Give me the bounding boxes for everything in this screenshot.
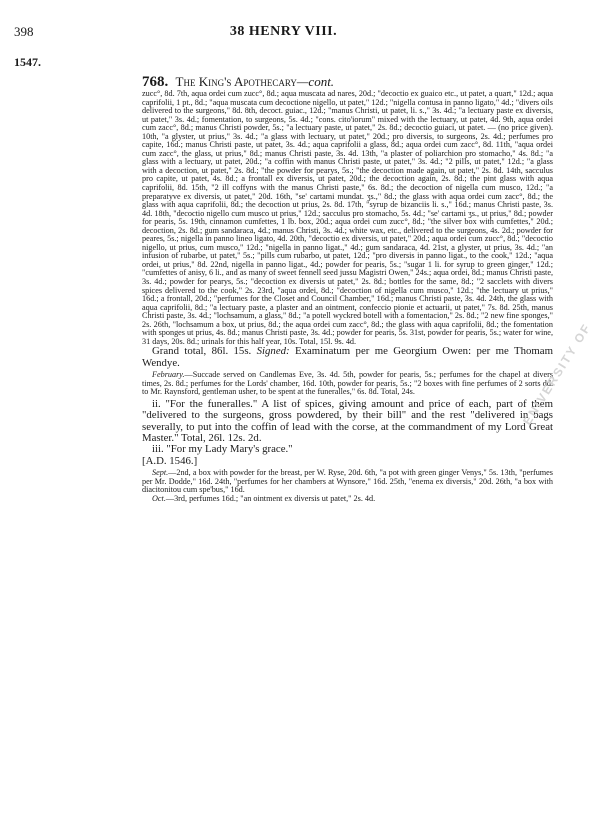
paragraph-october — [142, 495, 553, 504]
signed-label: Signed: — [256, 345, 290, 358]
february-label: February. — [152, 370, 185, 380]
february-text: —Succade served on Candlemas Eve, 3s. 4d. 5th, powder for pearis, 5s.; perfumes for the chapel at divers times, 2s. 8d.; perfumes for the Lords' chamber, 16d. 10th, powder for pearis, 5s.; "2 boxes with fine perfumes of 2 sorts dd. to Mr. Raynsford, gentleman usher, to be spent at the funeralles," 6s. 8d. Total, 24s. — [142, 370, 553, 397]
page-number: 398 — [14, 24, 34, 39]
paragraph-september — [142, 469, 553, 495]
paragraph-lady-mary: iii. "For my Lady Mary's grace." — [152, 443, 293, 456]
september-label: Sept. — [152, 468, 169, 478]
entry-continued: —cont. — [296, 74, 335, 89]
entry-number: 768. — [142, 74, 169, 90]
entry-body — [142, 90, 553, 503]
paragraph-funerals: ii. "For the funeralles." A list of spices, giving amount and price of each, part of them "delivered to the surgeons, gross powdered, by their bill" and the rest "delivered in bags severally, to put into the coffin of lead with the corse, at the commandment of my Lord Great Master." Total, 26l. 12s. 2d. — [142, 397, 553, 445]
paragraph-grand-total — [142, 346, 553, 369]
date-bracket: [A.D. 1546.] — [142, 454, 198, 467]
running-head: 38 HENRY VIII. — [229, 24, 338, 39]
signed-text: Examinatum per me Georgium Owen: per me Thomam Wendye. — [142, 345, 553, 369]
paragraph-accounts: zucc°, 8d. 7th, aqua ordei cum zucc°, 8d.; aqua muscata ad nares, 20d.; "decoctio ex guaico etc., ut patet, a quart," 12d.; aqua caprifolii, 1 pt., 8d.; "aqua muscata cum decoctione nigello, ut patet," 12d.; "nigella contusa in panno ligato," 4d.; "divers oils delivered to the surgeons," 8d. 8th, decoct. guiac., 12d.; "manus Christi, ut patet, li. s.," 3s. 4d.; "a lectuary paste ex diversis, ut patet," 3s. 4d.; fomentation, to surgeons, 5s. 4d.; "cons. cito'iorum" mixed with the lectuary, ut patet, 4d. 9th, aqua ordei cum zacc°, 8d.; manus Christi powder, 5s.; "a lectuary paste, ut patet," 2s. 8d.; decoctio guiaci, ut patet. — (no price given). 10th, "a glyster, ut prius," 3s. 4d.; "a glass with lectuary, ut patet," 20d.; pro diversis, to surgeons, 2s. 4d.; perfumes pro capite, 16d.; manus Christi paste, ut patet, 3s. 4d.; aqua caprifolii a glass, 8d.; aqua ordei cum zacc°, 8d. 11th, "aqua ordei cum zacc°, the glass, ut prius," 8d.; manus Christi paste, 3s. 4d. 13th, "a plaster of poliarchion pro stomacho," 4s. 8d.; "a glass with a lectuary, ut patet, 20d.; "a coffin with manus Christi paste, ut patet," 3s. 4d.; "2 pills, ut patet," 12d.; "a glass with a decoction, ut patet," 2s. 8d.; "the powder for pearys, 5s.; "the decoction made again, ut patet," 2s. 8d. 14th, sacculus pro capite, ut patet, 4s. 8d.; a frontall ex diversis, ut patet, 20d.; the decoction again, 2s. 8d.; the pint glass with aqua caprifolii, 8d. 15th, "2 ill coffyns with the manus Christi paste," 6s. 8d.; the decoction of nigella cum musco, 12d.; "a preparatyve ex diversis, ut patet," 20d. 16th, "se' cartami mundat. ʒs.," 8d.; the glass with aqua ordei cum zacc°, 8d.; the glass with aqua caprifolii, 8d.; the decoction ut prius, 2s. 8d. 17th, "syrup de bizanciis li. s.," 16d.; manus Christi paste, 3s. 4d. 18th, "decoctio nigello cum musco ut prius," 12d.; sacculus pro stomacho, 5s. 4d.; "se' cartami ʒs., ut prius," 8d.; powder for pearis, 5s. 19th, cinnamon cumfettes, 1 lb. box, 20d.; aqua ordei cum zucc°, 8d.; "the silver box with cumfettes," 20d.; decoction, 2s. 8d.; gum sandaraca, 4d.; manus Christi, 3s. 4d.; white wax, etc., delivered to the surgeons, 4s. 2d.; powder for peares, 5s.; nigella in panno lineo ligato, 4d. 20th, "decoctio ex diversis, ut patet," 20d.; aqua ordei cum zucc°, 8d.; "decoctio nigello, ut prius, cum musco," 12d.; "nigella in panno ligat.," 4d.; gum sandaraca, 4d. 21st, a glyster, ut prius, 3s. 4d.; "an infusion of rubarbe, ut patet," 5s.; "pills cum rubarbo, ut patet, 12d.; "pro diversis in panno ligat., to the cook," 12d.; "aqua ordei, ut prius," 8d. 22nd, nigella in panno ligat., 4d.; powder for pearis, 5s.; "sugar 1 li. for syrup to green ginger," 12d.; "cumfettes of anisy, 6 li., and as many of sweet fennell seed jussu Magistri Owen," 24s.; aqua ordei, 8d.; manus Christi paste, 3s. 4d.; powder for pearys, 5s.; "decoction ex diversis ut patet," 2s. 8d.; bottles for the same, 8d.; "2 sacclets with divers spices delivered to the cook," 2s. 23rd, "aqua ordei, 8d.; "decoction of nigella cum musco," 12d.; "the lectuary ut prius," 16d.; a frontall, 20d.; "perfumes for the Closet and Council Chamber," 16d.; manus Christi paste, 3s. 4d. 24th, the glass with aqua caprifolii, 8d.; "a lectuary paste, a plaster and an ointment, confeccio pionie et actuarii, ut patet," 7s. 8d. 25th, manus Christi paste, 3s. 4d.; "lochsamum, a glass," 8d.; "a potell wyckred botell with a fomentacion," 2s. 8d.; "2 new fine sponges," 2s. 26th, "lochsamum a box, ut prius, 8d.; the aqua ordei cum zacc°, 8d.; the glass with aqua caprifolii, 8d.; the fomentation with sponges ut prius, 4s. 8d.; manus Christi paste, 3s. 4d.; powder for pearis, 5s. 31st, powder for pearis, 5s.; water for wine, 31 days, 20s. 8d.; urinals for this half year, 10s. Total, 15l. 9s. 4d. — [142, 89, 553, 346]
paragraph-february — [142, 371, 553, 397]
library-stamp: ENIVERSITY OF — [520, 320, 594, 428]
october-label: Oct. — [152, 493, 166, 503]
september-text: —2nd, a box with powder for the breast, per W. Ryse, 20d. 6th, "a pot with green ginger Venys," 5s. 13th, "perfumes per Mr. Dodde," 16d. 24th, "perfumes for her chambers at Wynsore," 16d. 25th, "enema ex diversis," 20d. 26th, "a box with diacitonitou cum spe'bus," 16d. — [142, 468, 553, 495]
margin-year: 1547. — [14, 55, 41, 69]
entry-title: The King's Apothecary — [175, 74, 297, 89]
grand-total: Grand total, 86l. 15s. — [152, 345, 252, 358]
page-header — [14, 24, 553, 44]
october-text: —3rd, perfumes 16d.; "an ointment ex diversis ut patet," 2s. 4d. — [165, 493, 376, 503]
